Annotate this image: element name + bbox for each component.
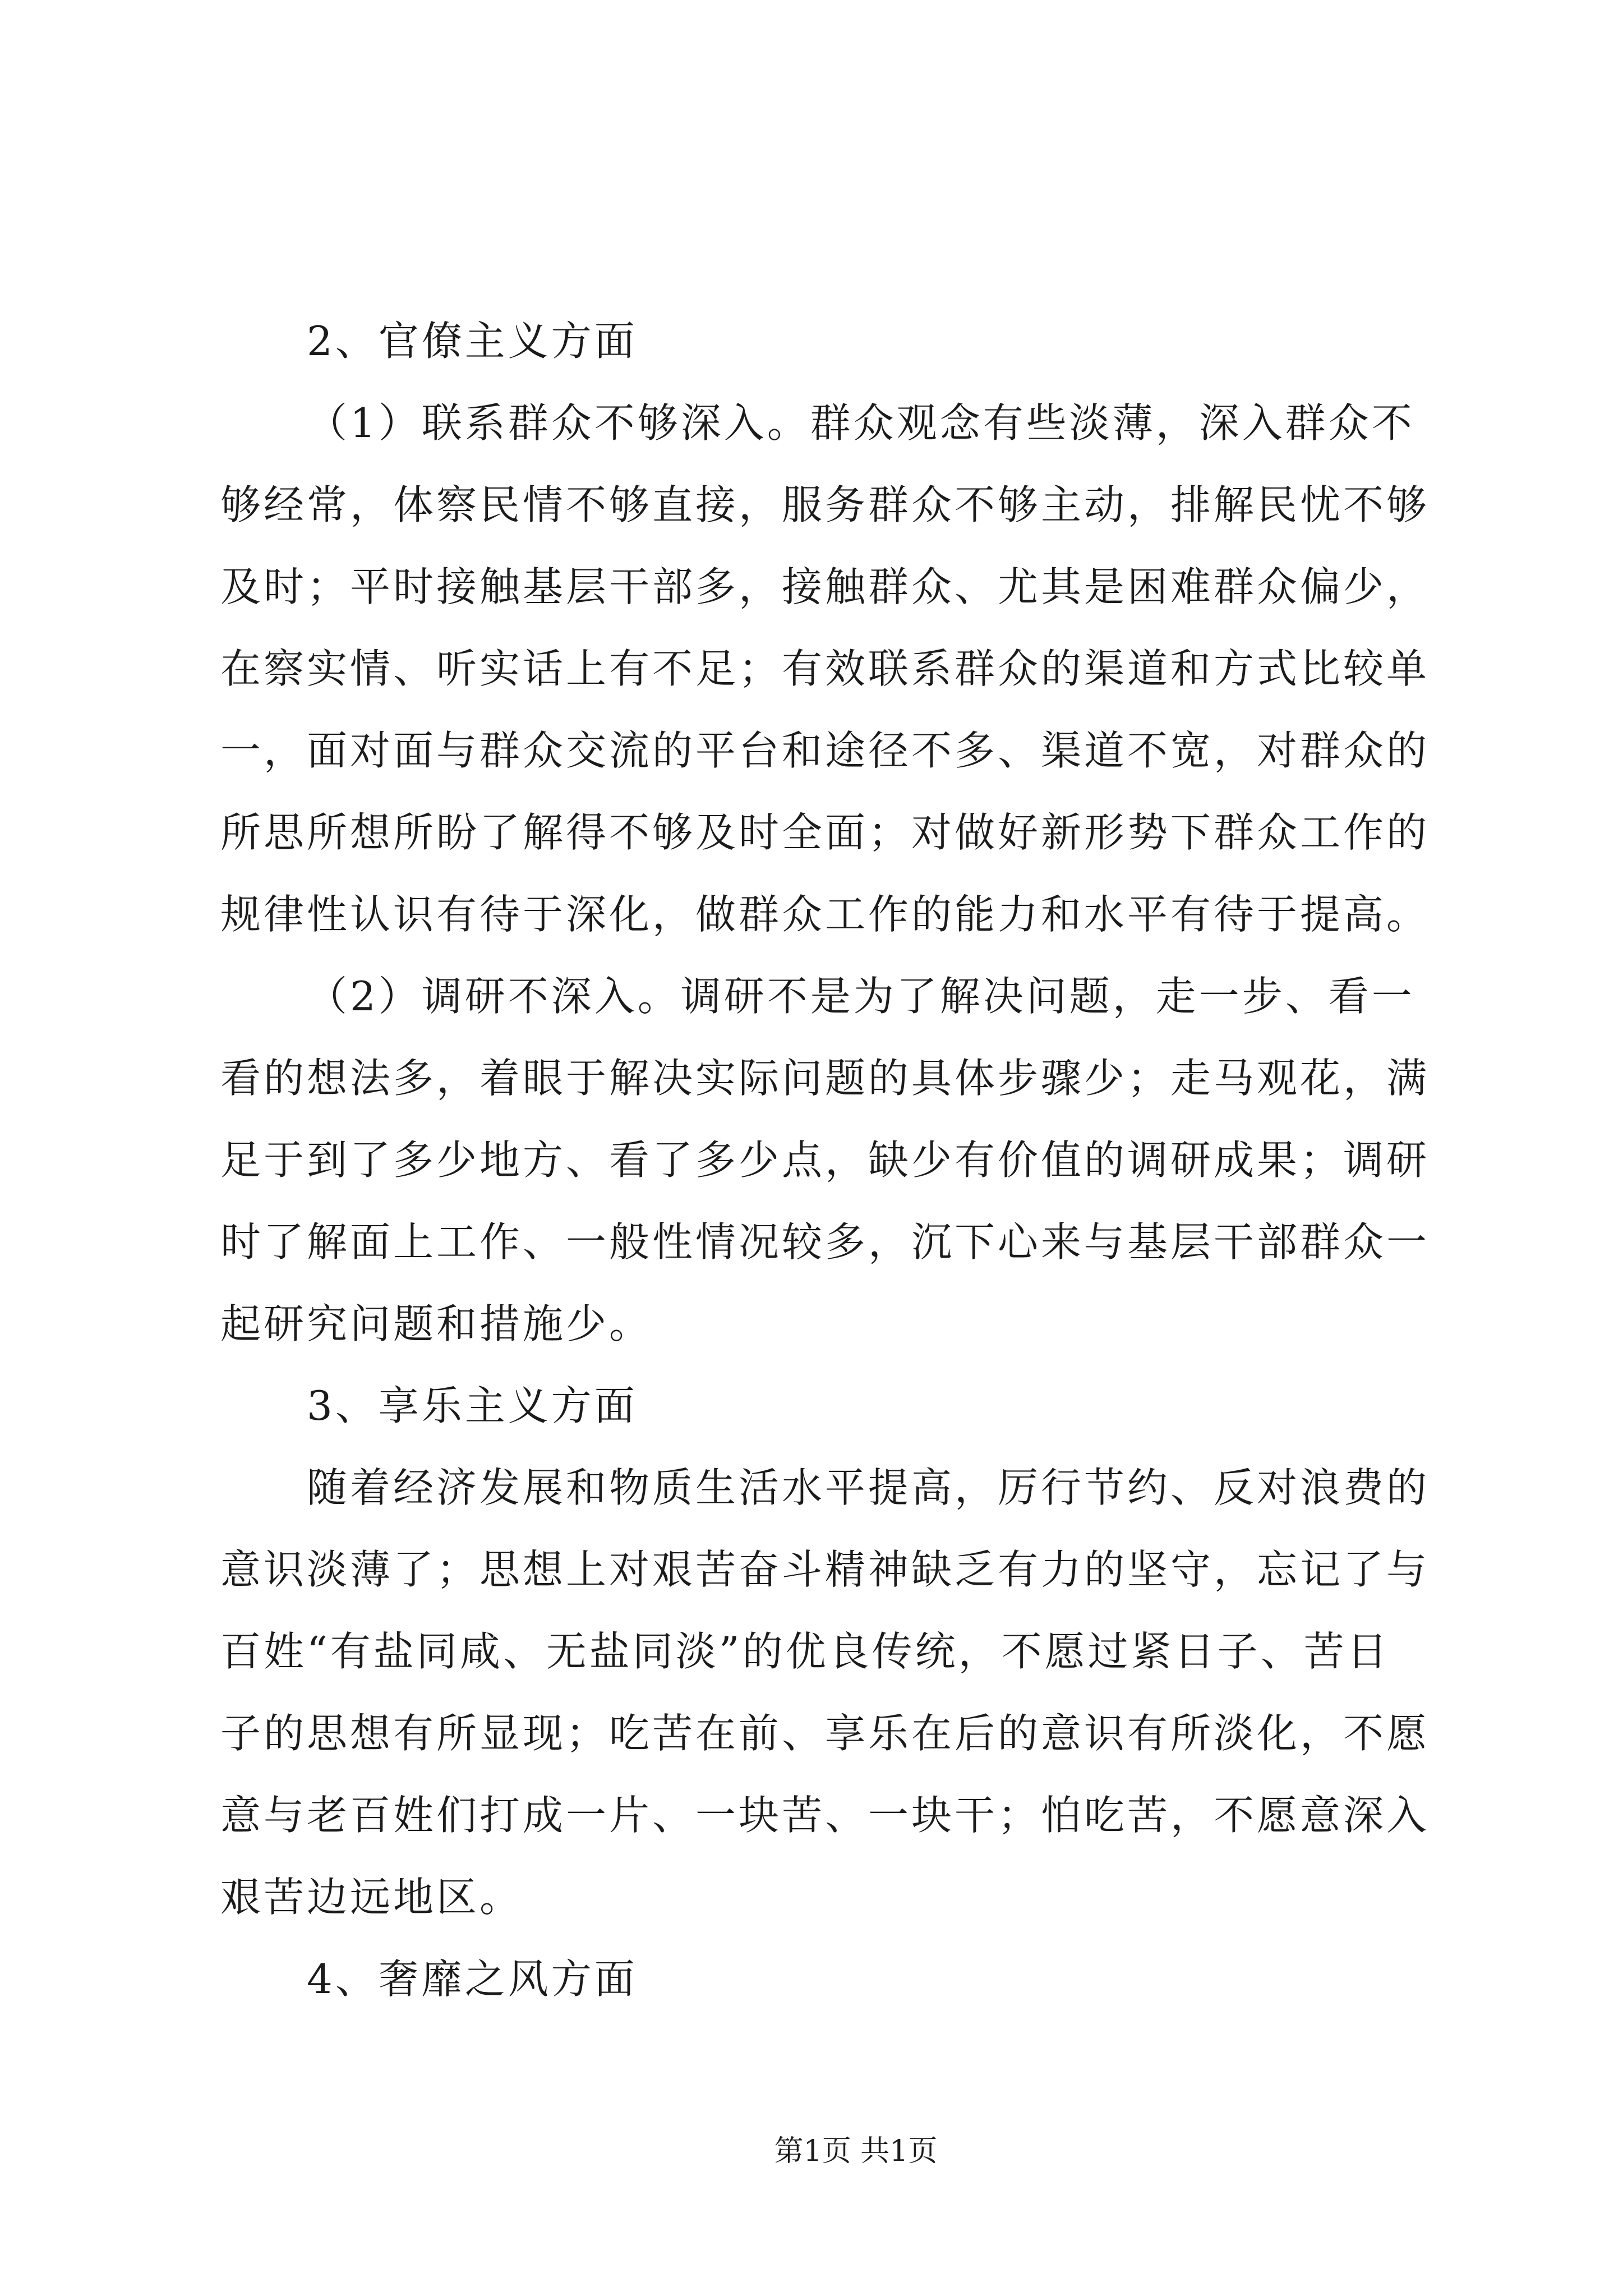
paragraph-3-line-5: 意与老百姓们打成一片、一块苦、一块干；怕吃苦，不愿意深入 bbox=[220, 1792, 1430, 1839]
document-body bbox=[220, 300, 1465, 2020]
paragraph-1-line-6: 所思所想所盼了解得不够及时全面；对做好新形势下群众工作的 bbox=[220, 809, 1430, 856]
paragraph-research bbox=[220, 955, 1465, 1365]
paragraph-3-line-3: 百姓“有盐同咸、无盐同淡”的优良传统，不愿过紧日子、苦日 bbox=[220, 1628, 1390, 1675]
section-heading-hedonism: 3、享乐主义方面 bbox=[307, 1382, 638, 1429]
paragraph-2-line-4: 时了解面上工作、一般性情况较多，沉下心来与基层干部群众一 bbox=[220, 1218, 1430, 1266]
paragraph-2-line-5: 起研究问题和措施少。 bbox=[220, 1300, 653, 1347]
paragraph-1-line-3: 及时；平时接触基层干部多，接触群众、尤其是困难群众偏少， bbox=[220, 563, 1430, 610]
paragraph-1-line-1: （1）联系群众不够深入。群众观念有些淡薄，深入群众不 bbox=[307, 399, 1415, 447]
paragraph-1-line-2: 够经常，体察民情不够直接，服务群众不够主动，排解民忧不够 bbox=[220, 481, 1430, 528]
paragraph-3-line-6: 艰苦边远地区。 bbox=[220, 1874, 523, 1921]
paragraph-2-line-2: 看的想法多，着眼于解决实际问题的具体步骤少；走马观花，满 bbox=[220, 1055, 1430, 1102]
paragraph-1-line-5: 一，面对面与群众交流的平台和途径不多、渠道不宽，对群众的 bbox=[220, 727, 1430, 774]
paragraph-1-line-7: 规律性认识有待于深化，做群众工作的能力和水平有待于提高。 bbox=[220, 891, 1430, 938]
page-number-footer: 第1页 共1页 bbox=[774, 2134, 938, 2168]
paragraph-hedonism bbox=[220, 1447, 1465, 1938]
paragraph-contact-with-masses bbox=[220, 382, 1465, 955]
paragraph-1-line-4: 在察实情、听实话上有不足；有效联系群众的渠道和方式比较单 bbox=[220, 645, 1430, 692]
paragraph-2-line-3: 足于到了多少地方、看了多少点，缺少有价值的调研成果；调研 bbox=[220, 1137, 1430, 1184]
paragraph-3-line-4: 子的思想有所显现；吃苦在前、享乐在后的意识有所淡化，不愿 bbox=[220, 1710, 1430, 1757]
paragraph-3-line-1: 随着经济发展和物质生活水平提高，厉行节约、反对浪费的 bbox=[307, 1464, 1430, 1511]
paragraph-3-line-2: 意识淡薄了；思想上对艰苦奋斗精神缺乏有力的坚守，忘记了与 bbox=[220, 1546, 1430, 1593]
section-heading-extravagance: 4、奢靡之风方面 bbox=[307, 1955, 638, 2003]
section-heading-bureaucratism: 2、官僚主义方面 bbox=[307, 318, 638, 365]
paragraph-2-line-1: （2）调研不深入。调研不是为了解决问题，走一步、看一 bbox=[307, 973, 1415, 1020]
